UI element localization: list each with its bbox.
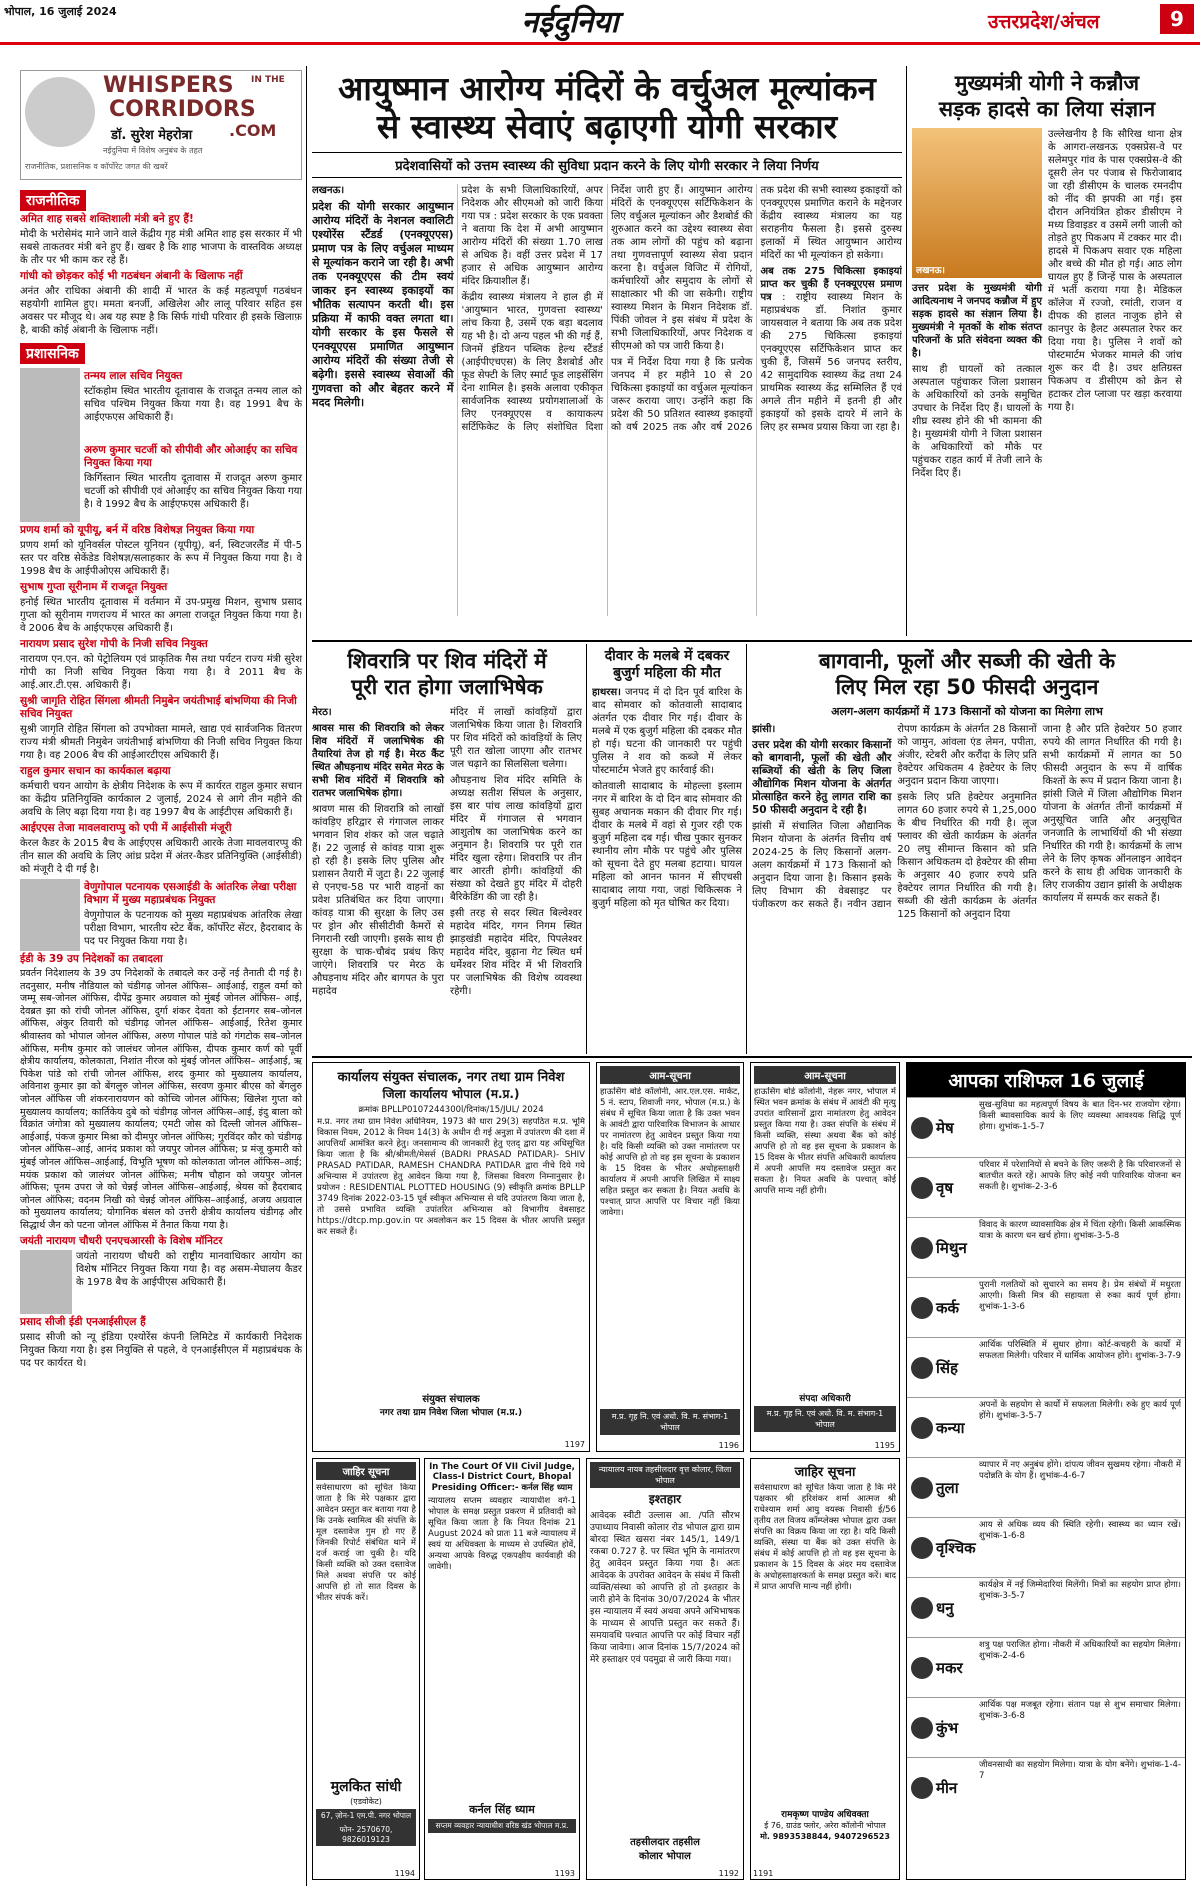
zodiac-text: परिवार में परेशानियों से बचने के लिए जरूरी है कि परिवारजनों से बातचीत करते रहें। आपके लिए कोई नयी पारिवारिक योजना बन सकती है। शुभांक-2-3-6	[979, 1160, 1181, 1192]
zodiac-text: सुख-सुविधा का महत्वपूर्ण विषय के बात दिन-भर राजयोग रहेगा। किसी ब्यावसायिक कार्य के लिए व्यवस्था आवश्यक सिद्धि पूर्ण होगा। शुभांक-1-5-7	[979, 1100, 1181, 1132]
horoscope-item	[907, 1637, 1185, 1697]
horoscope-item	[907, 1757, 1185, 1817]
legal-notice-1: जाहिर सूचना सर्वसाधारण को सूचित किया जाता है कि मेरे पक्षकार द्वारा आवेदन प्रस्तुत कर बताया गया है कि उनके स्वामित्व की संपत्ति के मूल दस्तावेज गुम हो गए हैं जिनकी रिपोर्ट संबंधित थाने में दर्ज कराई जा चुकी है। यदि किसी व्यक्ति को उक्त दस्तावेज मिले अथवा संपत्ति पर कोई आपत्ति हो तो सात दिवस के भीतर संपर्क करें। मुलकित सांधी (एडवोकेट) 67, ज़ोन-1 एम.पी. नगर भोपाल फोन- 2570670, 9826019123 1194	[312, 1458, 420, 1880]
zodiac-icon	[911, 1297, 933, 1319]
zodiac-text: कार्यक्षेत्र में नई जिम्मेदारियां मिलेंगी। मित्रों का सहयोग प्राप्त होगा। शुभांक-3-5-7	[979, 1580, 1181, 1601]
zodiac-icon	[911, 1237, 933, 1259]
whispers-title: WHISPERS	[103, 73, 234, 98]
zodiac-icon	[911, 1597, 933, 1619]
lead-headline-2: से स्वास्थ्य सेवाएं बढ़ाएगी योगी सरकार	[376, 107, 838, 146]
horticulture-story: बागवानी, फूलों और सब्जी की खेती के लिए मिल रहा 50 फीसदी अनुदान अलग-अलग कार्यक्रमों में 173 किसानों को योजना का मिलेगा लाभ झांसी। उत्तर प्रदेश की योगी सरकार किसानों को बागवानी, फूलों की खेती और सब्जियों की खेती के लिए जिला औद्योगिक मिशन योजना के अंतर्गत प्रोत्साहित करने हेतु लागत राशि का 50 फीसदी अनुदान दे रही है। झांसी में संचालित जिला औद्यानिक मिशन योजना के अंतर्गत वित्तीय वर्ष 2024-25 के लिए किसानों अलग-अलग कार्यक्रमों में 173 किसानों को अनुदान दिया जाना है। किसान इसके लिए विभाग की वेबसाइट पर पंजीकरण कर सकते हैं। नवीन उद्यान रोपण कार्यक्रम के अंतर्गत 28 किसानों को जामुन, आंवला एंड लेमन, पपीता, अंजीर, स्टेबरी और करौंदा के लिए प्रति हेक्टेयर अधिकतम 4 हेक्टेयर के लिए अनुदान प्रदान किया जाएगा। इसके लिए प्रति हेक्टेयर अनुमानित लागत 60 हजार रुपये से 1,25,000 के बीच निर्धारित की गयी है। लूज फ्लावर की खेती कार्यक्रम के अंतर्गत 20 लघु सीमान्त किसान को प्रति किसान अधिकतम दो हेक्टेयर की सीमा के अनुसार 40 हजार रुपये प्रति हेक्टेयर लागत निर्धारित की गयी है। सब्जी की खेती कार्यक्रम के अंतर्गत 125 किसानों को अनुदान दिया जाना है और प्रति हेक्टेयर 50 हजार रुपये की लागत निर्धारित की गयी है। सभी कार्यक्रमों में लागत का 50 फीसदी अनुदान के रूप में वार्षिक किश्तों के रूप में प्रदान किया जाना है। झांसी जिले में जिला औद्योगिक मिशन योजना के अंतर्गत तीनों कार्यक्रमों में अनुसूचित जाति और अनुसूचित जनजाति के लाभार्थियों की भी संख्या निर्धारित की गयी है। कार्यक्रमों के लाभ लेने के लिए कृषक ऑनलाइन आवेदन करने के साथ ही अधिक जानकारी के लिए राजकीय उद्यान झांसी के अधीक्षक कार्यालय में सम्पर्क कर सकते हैं।	[752, 649, 1182, 920]
horizontal-rule	[312, 640, 1192, 642]
section-name: उत्तरप्रदेश/अंचल	[988, 11, 1100, 33]
horoscope-box	[906, 1062, 1186, 1880]
zodiac-name: मिथुन	[936, 1238, 967, 1257]
zodiac-icon	[911, 1477, 933, 1499]
author-photo	[25, 77, 95, 147]
zodiac-text: आर्थिक परिस्थिति में सुधार होगा। कोर्ट-कचहरी के कार्यों में सफलता मिलेगी। परिवार में धार्मिक आयोजन होंगे। शुभांक-3-7-9	[979, 1340, 1181, 1361]
court-notice: In The Court Of VII Civil Judge, Class-I District Court, Bhopal Presiding Officer:- कर्नल सिंह ध्याम न्यायालय सप्तम व्यवहार न्यायाधीश वर्ग-1 भोपाल के समक्ष प्रस्तुत प्रकरण में प्रतिवादी को सूचित किया जाता है कि नियत दिनांक 21 August 2024 को प्रातः 11 बजे न्यायालय में स्वयं या अधिवक्ता के माध्यम से उपस्थित होवें, अन्यथा आपके विरुद्ध एकपक्षीय कार्यवाही की जावेगी। कर्नल सिंह ध्याम सप्तम व्यवहार न्यायाधीश वरिष्ठ खंड भोपाल म.प्र. 1193	[424, 1458, 580, 1880]
author-name: डॉ. सुरेश मेहरोत्रा	[111, 128, 193, 143]
zodiac-name: कन्या	[936, 1418, 965, 1437]
column-divider	[586, 644, 587, 1054]
zodiac-name: वृश्चिक	[936, 1538, 976, 1557]
horoscope-list	[907, 1097, 1185, 1817]
zodiac-text: विवाद के कारण व्यावसायिक क्षेत्र में चिंता रहेगी। किसी आकस्मिक यात्रा के कारण धन खर्च होगा। शुभांक-3-5-8	[979, 1220, 1181, 1241]
public-notice-2: आम-सूचना हाऊसिंग बोर्ड कॉलोनी, नेहरू नगर, भोपाल में स्थित भवन क्रमांक के संबंध में आवंटी की मृत्यु उपरांत वारिसानों द्वारा नामांतरण हेतु आवेदन प्रस्तुत किया गया है। उक्त संपत्ति के संबंध में किसी व्यक्ति, संस्था अथवा बैंक को कोई आपत्ति हो तो वह इस सूचना के प्रकाशन के 15 दिवस के भीतर संपत्ति अधिकारी कार्यालय में अपनी आपत्ति मय दस्तावेज प्रस्तुत कर सकता है। नियत अवधि के पश्चात् कोई आपत्ति मान्य नहीं होगी। संपदा अधिकारी म.प्र. गृह नि. एवं अधो. वि. म. संभाग-1 भोपाल 1195	[750, 1062, 900, 1452]
zodiac-text: पुरानी गलतियों को सुधारने का समय है। प्रेम संबंधों में मधुरता आएगी। किसी मित्र की सहायता से रुका कार्य पूर्ण होगा। शुभांक-1-3-6	[979, 1280, 1181, 1312]
zodiac-icon	[911, 1717, 933, 1739]
cm-photo: लखनऊ।	[912, 128, 1042, 278]
lead-deck: प्रदेशवासियों को उत्तम स्वास्थ्य की सुविधा प्रदान करने के लिए योगी सरकार ने लिया निर्णय	[312, 152, 902, 178]
zodiac-name: मकर	[936, 1658, 963, 1677]
zodiac-name: तुला	[936, 1478, 959, 1497]
masthead: नईदुनिया	[521, 5, 619, 40]
public-notice-1: आम-सूचना हाऊसिंग बोर्ड कॉलोनी, आर.एल.एस. मार्केट, 5 नं. स्टाप, शिवाजी नगर, भोपाल (म.प्र.) के संबंध में सूचित किया जाता है कि उक्त भवन के आवंटी द्वारा पारिवारिक विभाजन के आधार पर नामांतरण हेतु आवेदन प्रस्तुत किया गया है। यदि किसी व्यक्ति को उक्त नामांतरण पर कोई आपत्ति हो तो वह इस सूचना के प्रकाशन के 15 दिवस के भीतर अधोहस्ताक्षरी कार्यालय में अपनी आपत्ति लिखित में साक्ष्य सहित प्रस्तुत कर सकता है। नियत अवधि के पश्चात् प्राप्त आपत्ति पर विचार नहीं किया जावेगा। म.प्र. गृह नि. एवं अधो. वि. म. संभाग-1 भोपाल 1196	[596, 1062, 744, 1452]
lead-story: आयुष्मान आरोग्य मंदिरों के वर्चुअल मूल्यांकन से स्वास्थ्य सेवाएं बढ़ाएगी योगी सरकार प्रदेशवासियों को उत्तम स्वास्थ्य की सुविधा प्रदान करने के लिए योगी सरकार ने लिया निर्णय लखनऊ। प्रदेश की योगी सरकार आयुष्मान आरोग्य मंदिरों के नेशनल क्वालिटी एश्योरेंस स्टैंडर्ड (एनक्यूएएस) प्रमाण पत्र के लिए वर्चुअल माध्यम से मूल्यांकन कराने जा रही है। अभी तक एनक्यूएएस की टीम स्वयं जाकर इन स्वास्थ्य इकाइयों का भौतिक सत्यापन करती थी। इस प्रक्रिया में काफी वक्त लगता था। योगी सरकार के इस फैसले से एनक्यूएएस प्रमाणित आयुष्मान आरोग्य मंदिरों की संख्या तेजी से बढ़ेगी। इससे स्वास्थ्य सेवाओं की गुणवत्ता को और बेहतर करने में मदद मिलेगी। प्रदेश के सभी जिलाधिकारियों, अपर निदेशक और सीएमओ को जारी किया गया पत्र : प्रदेश सरकार के एक प्रवक्ता ने बताया कि देश में अभी आयुष्मान आरोग्य मंदिरों की संख्या 1.70 लाख से अधिक है। वहीं उत्तर प्रदेश में 17 हजार से अधिक आयुष्मान आरोग्य मंदिर क्रियाशील हैं। केंद्रीय स्वास्थ्य मंत्रालय ने हाल ही में 'आयुष्मान भारत, गुणवत्ता स्वास्थ्य' लांच किया है, उसमें एक बड़ा बदलाव यह भी है। दो अन्य पहल भी की गई हैं, जिनमें इंडियन पब्लिक हेल्थ स्टैंडर्ड (आईपीएचएस) के लिए डैशबोर्ड और फूड सेफ्टी के लिए स्मार्ट फूड लाइसेंसिंग देना शामिल है। इसके अलावा एकीकृत सार्वजनिक स्वास्थ्य प्रयोगशालाओं के लिए एनक्यूएएस व कायाकल्प सर्टिफिकेट के लिए संशोधित दिशा निर्देश जारी हुए हैं। आयुष्मान आरोग्य मंदिरों के एनक्यूएएस सर्टिफिकेशन के लिए वर्चुअल मूल्यांकन और डैशबोर्ड की शुरुआत करने का उद्देश्य स्वास्थ्य सेवा तक आम लोगों की पहुंच को बढ़ाना तथा गुणवत्तापूर्ण स्वास्थ्य सेवा प्रदान करना है। वर्चुअल विजिट में रोगियों, कर्मचारियों और समुदाय के लोगों से साक्षात्कार भी की जा सकेगी। राष्ट्रीय स्वास्थ्य मिशन के मिशन निदेशक डॉ. पिंकी जोवल ने इस संबंध में प्रदेश के सभी जिलाधिकारियों, अपर निदेशक व सीएमओ को पत्र जारी किया है। पत्र में निर्देश दिया गया है कि प्रत्येक जनपद में हर महीने 10 से 20 चिकित्सा इकाइयों का वर्चुअल मूल्यांकन जरूर कराया जाए। उन्होंने कहा कि प्रदेश की 50 प्रतिशत स्वास्थ्य इकाइयों को वर्ष 2025 तक और वर्ष 2026 तक प्रदेश की सभी स्वास्थ्य इकाइयों को एनक्यूएएस प्रमाणित कराने के मद्देनजर केंद्रीय स्वास्थ्य मंत्रालय का यह सराहनीय फैसला है। इससे दुरुस्थ इलाकों में स्थित आयुष्मान आरोग्य मंदिरों का भी मूल्यांकन हो सकेगा। अब तक 275 चिकित्सा इकाइयां प्राप्त कर चुकी हैं एनक्यूएएस प्रमाण पत्र : राष्ट्रीय स्वास्थ्य मिशन के महाप्रबंधक डॉ. निशांत कुमार जायसवाल ने बताया कि अब तक प्रदेश की 275 चिकित्सा इकाइयां एनक्यूएएस सर्टिफिकेशन प्राप्त कर चुकी हैं, जिसमें 56 जनपद स्तरीय, 42 सामुदायिक स्वास्थ्य केंद्र तथा 24 प्राथमिक स्वास्थ्य केंद्र सम्मिलित हैं एवं अगले तीन महीने में इतनी ही और इकाइयों को इसके दायरे में लाने के लिए हर सम्भव प्रयास किया जा रहा है।	[312, 69, 902, 433]
zodiac-text: आय से अधिक व्यय की स्थिति रहेगी। स्वास्थ्य का ध्यान रखें। शुभांक-1-6-8	[979, 1520, 1181, 1541]
tehsil-notice: न्यायालय नायब तहसीलदार वृत्त कोलार, जिला भोपाल इश्तहार आवेदक स्वीटी उल्लास आ. /पति सौरभ उपाध्याय निवासी कोलार रोड भोपाल द्वारा ग्राम बोरदा स्थित खसरा नंबर 145/1, 149/1 रकबा 0.727 हे. पर स्थित भूमि के नामांतरण हेतु आवेदन प्रस्तुत किया गया है। अतः आवेदक के उपरोक्त आवेदन के संबंध में किसी व्यक्ति/संस्था को आपत्ति हो तो इश्तहार के जारी होने के दिनांक 30/07/2024 के भीतर इस न्यायालय में स्वयं अथवा अपने अभिभाषक के माध्यम से आपत्ति प्रस्तुत कर सकते हैं। समयावधि पश्चात आपत्ति पर कोई विचार नहीं किया जावेगा। आज दिनांक 15/7/2024 को मेरे हस्ताक्षर एवं पदमुद्रा से जारी किया गया। तहसीलदार तहसील कोलार भोपाल 1192	[586, 1458, 744, 1880]
horoscope-item	[907, 1157, 1185, 1217]
admin-section: प्रशासनिक तन्मय लाल सचिव नियुक्त स्टॉकहोम स्थित भारतीय दूतावास के राजदूत तन्मय लाल को सचिव पश्चिम नियुक्त किया गया है। वह 1991 बैच के आईएफएस अधिकारी हैं। अरुण कुमार चटर्जी को सीपीवी और ओआईए का सचिव नियुक्त किया गया किर्गिस्तान स्थित भारतीय दूतावास में राजदूत अरुण कुमार चटर्जी को सीपीवी एवं ओआईए का सचिव नियुक्त किया गया है। वे 1992 बैच के आईएफएस अधिकारी हैं। प्रणय शर्मा को यूपीयू, बर्न में वरिष्ठ विशेषज्ञ नियुक्त किया गया प्रणय शर्मा को यूनिवर्सल पोस्टल यूनियन (यूपीयू), बर्न, स्विटजरलैंड में पी-5 स्तर पर वरिष्ठ सेकेंडेड विशेषज्ञ/सलाहकार के रूप में नियुक्त किया गया है। वे 1998 बैच के आईपीओएस अधिकारी हैं। सुभाष गुप्ता सूरीनाम में राजदूत नियुक्त हनोई स्थित भारतीय दूतावास में वर्तमान में उप-प्रमुख मिशन, सुभाष प्रसाद गुप्ता को सूरीनाम गणराज्य में भारत का अगला राजदूत नियुक्त किया गया है। वे 2006 बैच के आईएफएस अधिकारी हैं। नारायण प्रसाद सुरेश गोपी के निजी सचिव नियुक्त नारायण एन.एन. को पेट्रोलियम एवं प्राकृतिक गैस तथा पर्यटन राज्य मंत्री सुरेश गोपी का निजी सचिव नियुक्त किया गया है। वे 2011 बैच के आई.आर.टी.एस. अधिकारी हैं। सुश्री जागृति रोहित सिंगला श्रीमती निमुबेन जयंतीभाई बांभणिया की निजी सचिव नियुक्त सुश्री जागृति रोहित सिंगला को उपभोक्ता मामले, खाद्य एवं सार्वजनिक वितरण राज्य मंत्री श्रीमती निमुबेन जयंतीभाई बांभणिया की निजी सचिव नियुक्त किया गया है। वह 2006 बैच की आईआरटीएस अधिकारी हैं। राहुल कुमार सचान का कार्यकाल बढ़ाया कर्मचारी चयन आयोग के क्षेत्रीय निदेशक के रूप में कार्यरत राहुल कुमार सचान का केंद्रीय प्रतिनियुक्ति कार्यकाल 2 जुलाई, 2024 से आगे तीन महीने की अवधि के लिए बढ़ा दिया गया है। वह 1997 बैच के आईटीएस अधिकारी हैं। आईएएस तेजा मावलवाराप्पु को एपी में आईसीसी मंजूरी केरल कैडर के 2015 बैच के आईएएस अधिकारी आरके तेजा मावलवारप्पु की तीन साल की अवधि के लिए आंध्र प्रदेश में अंतर-कैडर प्रतिनियुक्ति (आईसीडी) को मंजूरी दे दी गई है। वेणुगोपाल पटनायक एसआईडी के आंतरिक लेखा परीक्षा विभाग में मुख्य महाप्रबंधक नियुक्त वेणुगोपाल के पटनायक को मुख्य महाप्रबंधक आंतरिक लेखा परीक्षा विभाग, भारतीय स्टेट बैंक, कॉर्पोरेट सेंटर, हैदराबाद के पद पर नियुक्त किया गया है। ईडी के 39 उप निदेशकों का तबादला प्रवर्तन निदेशालय के 39 उप निदेशकों के तबादले कर उन्हें नई तैनाती दी गई है। तदनुसार, मनीष नौडियाल को चंडीगढ़ जोनल ऑफिस– आईआई, राहुल वर्मा को जम्मू सब-जोनल ऑफिस, दीपेंद्र कुमार अग्रवाल को मुंबई जोनल ऑफिस– आई, देवब्रत झा को रांची जोनल ऑफिस, दुर्गा शंकर देवता को ईटानगर सब–जोनल ऑफिस, अंकुर तिवारी को चंडीगढ़ जोनल ऑफिस– आईआई, रितेश कुमार श्रीवास्तव को भोपाल जोनल ऑफिस, अरुण गोपाल पांडे को गंगटोक सब–जोनल ऑफिस, मनीष कुमार को जालंधर जोनल ऑफिस, दीपक कुमार कर्ण को पूर्वी क्षेत्रीय कार्यालय, कोलकाता, निशांत नीरज को मुंबई जोनल ऑफिस– आईआई, ऋ पिकेश पांडे को रांची जोनल ऑफिस, शरद कुमार को मुख्यालय कार्यालय, अविनाश कुमार झा को बेंगलुरु जोनल ऑफिस, सरवण कुमार बीएस को बेंगलुरु जोनल ऑफिस जी शंकरनारायणन को कोच्चि जोनल ऑफिस; खिलेश गुप्ता को मुख्यालय कार्यालय; कार्तिकेय दुबे को चंडीगढ़ जोनल ऑफिस–आई, इंदु बाला को विक्रांत जंगोत्रा को मुख्यालय कार्यालय; एमटी जोस को दिल्ली जोनल ऑफिस–आईआई, पंकज कुमार मिश्रा को दीमपुर जोनल ऑफिस; गुरविंदर कौर को चंडीगढ़ जोनल ऑफिस–आई, आनंद प्रकाश को जयपुर जोनल ऑफिस; प्र मंजू कुमारी को मुंबई जोनल ऑफिस–आईआई, विभूति भूषण को कोलकाता जोनल ऑफिस–आई; मयंक प्रकाश को जालंधर जोनल ऑफिस; मनीष चौहान को जयपुर जोनल ऑफिस; पूनम उपरा जे को चेन्नई जोनल ऑफिस–आईआई, श्रेयस को हैदराबाद जोनल ऑफिस; वदनम निखी को चेन्नई जोनल ऑफिस–आईआई, अजय अग्रवाल को मुख्यालय कार्यालय; योगानिक बंसल को उत्तरी क्षेत्रीय कार्यालय चंडीगढ़ और सिद्धार्थ जैन को पटना जोनल ऑफिस में तैनात किया गया है। जयंती नारायण चौधरी एनएचआरसी के विशेष मॉनिटर जयंतो नारायण चौधरी को राष्ट्रीय मानवाधिकार आयोग का विशेष मॉनिटर नियुक्त किया गया है। वह असम-मेघालय कैडर के 1978 बैच के आईपीएस अधिकारी हैं। प्रसाद सीजी ईडी एनआईसीएल हैं प्रसाद सीजी को न्यू इंडिया एश्योरेंस कंपनी लिमिटेड में कार्यकारी निदेशक नियुक्त किया गया है। इस नियुक्ति से पहले, वे एनआईसीएल में महाप्रबंधक के पद पर कार्यरत थे।	[20, 343, 302, 1370]
officer-photo	[20, 368, 80, 442]
zodiac-icon	[911, 1657, 933, 1679]
column-divider	[746, 644, 747, 1054]
zodiac-text: अपनों के सहयोग से कार्यों में सफलता मिलेगी। रुके हुए कार्य पूर्ण होंगे। शुभांक-3-5-7	[979, 1400, 1181, 1421]
whispers-column	[20, 70, 302, 1880]
zodiac-name: मीन	[936, 1778, 958, 1797]
zodiac-name: सिंह	[936, 1358, 958, 1377]
horoscope-item	[907, 1217, 1185, 1277]
page-number: 9	[1160, 4, 1194, 34]
shivratri-story: शिवरात्रि पर शिव मंदिरों में पूरी रात होगा जलाभिषेक मेरठ। श्रावस मास की शिवरात्रि को लेकर शिव मंदिरों में जलाभिषेक की तैयारियां तेज हो गई है। मेरठ कैंट स्थित औघड़नाथ मंदिर समेत मेरठ के सभी शिव मंदिरों में शिवरात्रि को रातभर जलाभिषेक होगा। श्रावण मास की शिवरात्रि को लाखों कांवड़िए हरिद्वार से गंगाजल लाकर भगवान शिव शंकर को जल चढ़ाते हैं। 22 जुलाई से कांवड़ यात्रा शुरू हो रही है। इसके लिए पुलिस और प्रशासन तैयारी में जुटा है। 22 जुलाई से एनएच-58 पर भारी वाहनों का प्रवेश प्रतिबंधित कर दिया जाएगा। कांवड़ यात्रा की सुरक्षा के लिए उस पर ड्रोन और सीसीटीवी कैमरों से निगरानी रखी जाएगी। इसके साथ ही सुरक्षा के चाक-चौबंद प्रबंध किए जाएंगे। शिवरात्रि पर मेरठ के औघड़नाथ मंदिर और बागपत के पुरा महादेव मंदिर में लाखों कांवड़ियों द्वारा जलाभिषेक किया जाता है। शिवरात्रि पर शिव मंदिरों को कांवड़ियों के लिए पूरी रात खोला जाएगा और रातभर जल चढ़ाने का सिलसिला चलेगा। औघड़नाथ शिव मंदिर समिति के अध्यक्ष सतीश सिंघल के अनुसार, इस बार पांच लाख कांवड़ियों द्वारा मंदिर में गंगाजल से भगवान आशुतोष का जलाभिषेक करने का अनुमान है। शिवरात्रि पर पूरी रात मंदिर खुला रहेगा। शिवरात्रि पर तीन बार आरती होगी। कांवड़ियों की संख्या को देखते हुए मंदिर में दोहरी बैरिकेडिंग की जा रही है। इसी तरह से सदर स्थित बिल्वेश्वर महादेव मंदिर, गगन निगम स्थित झाड़खंडी महादेव मंदिर, पिपलेश्वर महादेव मंदिर, बुढ़ाना गेट स्थित धर्म धर्मेश्वर शिव मंदिर में भी शिवरात्रि पर जलाभिषेक की विशेष व्यवस्था रहेगी।	[312, 649, 582, 997]
zodiac-name: कुंभ	[936, 1718, 959, 1737]
officer-photo	[20, 879, 80, 951]
zodiac-icon	[911, 1357, 933, 1379]
zodiac-text: व्यापार में नए अनुबंध होंगे। दांपत्य जीवन सुखमय रहेगा। नौकरी में पदोन्नति के योग हैं। शुभांक-4-6-7	[979, 1460, 1181, 1481]
horizontal-rule	[312, 1056, 1192, 1058]
horoscope-title: आपका राशिफल 16 जुलाई	[907, 1063, 1185, 1097]
political-section: राजनीतिक अमित शाह सबसे शक्तिशाली मंत्री बने हुए हैं! मोदी के भरोसेमंद माने जाने वाले केंद्रीय गृह मंत्री अमित शाह इस सरकार में भी सबसे ताकतवर मंत्री बने हुए हैं। खबर है कि शाह भाजपा के वास्तविक अध्यक्ष के तौर पर भी काम कर रहे हैं। गांधी को छोड़कर कोई भी गठबंधन अंबानी के खिलाफ नहीं अनंत और राधिका अंबानी की शादी में भारत के कई महत्वपूर्ण गठबंधन सहयोगी शामिल हुए। ममता बनर्जी, अखिलेश और लालू परिवार सहित इस अवसर पर मौजूद थे। अब यह स्पष्ट है कि सिर्फ गांधी परिवार ही इसके खिलाफ़ है, बाकी कोई अंबानी के खिलाफ नहीं।	[20, 190, 302, 337]
zodiac-name: कर्क	[936, 1298, 960, 1317]
horoscope-item	[907, 1457, 1185, 1517]
zodiac-icon	[911, 1537, 933, 1559]
legal-notice-2: जाहिर सूचना सर्वसाधारण को सूचित किया जाता है कि मेरे पक्षकार श्री हरिशंकर शर्मा आत्मज श्री राधेश्याम शर्मा आयु वयस्क निवासी ई/56 तृतीय तल विजय कॉम्प्लेक्स भोपाल द्वारा उक्त संपत्ति का विक्रय किया जा रहा है। यदि किसी व्यक्ति, संस्था या बैंक को उक्त संपत्ति के संबंध में कोई आपत्ति हो तो वह इस सूचना के प्रकाशन के 15 दिवस के अंदर मय दस्तावेज के अधोहस्ताक्षरकर्ता के समक्ष प्रस्तुत करें। बाद में प्राप्त आपत्ति मान्य नहीं होगी। रामकृष्ण पाण्डेय अधिवक्ता ई 76, ग्राउंड फ्लोर, अरेरा कॉलोनी भोपाल मो. 9893538844, 9407296523 1191	[750, 1458, 900, 1880]
horoscope-item	[907, 1577, 1185, 1637]
horoscope-item	[907, 1097, 1185, 1157]
horoscope-item	[907, 1517, 1185, 1577]
zodiac-text: जीवनसाथी का सहयोग मिलेगा। यात्रा के योग बनेंगे। शुभांक-1-4-7	[979, 1760, 1181, 1781]
town-planning-notice: कार्यालय संयुक्त संचालक, नगर तथा ग्राम निवेश जिला कार्यालय भोपाल (म.प्र.) क्रमांक BPLLP0107244300l/दिनांक/15/JUL/ 2024 म.प्र. नगर तथा ग्राम निवेश अधिनियम, 1973 की धारा 29(3) सहपठित म.प्र. भूमि विकास नियम, 2012 के नियम 14(3) के अधीन दी गई अनुज्ञा में उपांतरण की दशा में आपत्तियाँ आमंत्रित करने हेतु। जनसामान्य की जानकारी हेतु एतद् द्वारा यह अधिसूचित किया जाता है कि श्री/श्रीमती/मेसर्स (BADRI PRASAD PATIDAR)- SHIV PRASAD PATIDAR, RAMESH CHANDRA PATIDAR द्वारा नीचे दिये गये अभिन्यास में उपांतरण हेतु आवेदन किया गया है, जिसका विवरण निम्नानुसार है। प्रयोजन : RESIDENTIAL PLOTTED HOUSING (9) स्वीकृति क्रमांक BPLLP 3749 दिनांक 2022-03-15 पूर्व स्वीकृत अभिन्यास से यदि उपांतरण किया जाता है, तो उससे प्रभावित व्यक्ति उपांतरित अभिन्यास को विभागीय वेबसाइट https://dtcp.mp.gov.in पर अवलोकन कर 15 दिवस के भीतर आपत्ति प्रस्तुत कर सकते हैं। संयुक्त संचालक नगर तथा ग्राम निवेश जिला भोपाल (म.प्र.) 1197	[312, 1062, 590, 1452]
whispers-logo: WHISPERS IN THE CORRIDORS .COM डॉ. सुरेश मेहरोत्रा नईदुनिया में विशेष अनुबंध के तहत राजनीतिक, प्रशासनिक व कॉर्पोरेट जगत की खबरें	[20, 70, 302, 180]
column-divider	[306, 66, 307, 1886]
admin-label: प्रशासनिक	[20, 343, 85, 364]
zodiac-icon	[911, 1777, 933, 1799]
zodiac-text: शत्रु पक्ष पराजित होगा। नौकरी में अधिकारियों का सहयोग मिलेगा। शुभांक-2-4-6	[979, 1640, 1181, 1661]
horoscope-item	[907, 1337, 1185, 1397]
kannauj-story: मुख्यमंत्री योगी ने कन्नौज सड़क हादसे का लिया संज्ञान लखनऊ। उत्तर प्रदेश के मुख्यमंत्री योगी आदित्यनाथ ने जनपद कन्नौज में हुए सड़क हादसे का संज्ञान लिया है। मुख्यमंत्री ने मृतकों के शोक संतप्त परिजनों के प्रति संवेदना व्यक्त की है। साथ ही घायलों को तत्काल अस्पताल पहुंचाकर जिला प्रशासन के अधिकारियों को उनके समुचित उपचार के निर्देश दिए हैं। घायलों के शीघ्र स्वस्थ होने की भी कामना की है। मुख्यमंत्री योगी ने जिला प्रशासन के अधिकारियों को मौके पर पहुंचकर राहत कार्य में तेजी लाने के निर्देश दिए हैं। उल्लेखनीय है कि सौरिख थाना क्षेत्र के आगरा-लखनऊ एक्सप्रेस-वे पर सलेमपुर गांव के पास एक्सप्रेस-वे की दूसरी लेन पर पंजाब से फिरोजाबाद जा रही डीसीएम के चालक रमनदीप को नींद की झपकी आ गई। इस दौरान अनियंत्रित होकर डीसीएम ने मध्य डिवाइडर व उसमें लगी जाली को तोड़ते हुए पिकअप में टक्कर मार दी। हादसे में पिकअप सवार एक महिला और बच्चे की मौत हो गई। आठ लोग घायल हुए हैं जिन्हें पास के अस्पताल में भर्ती कराया गया है। मेडिकल कॉलेज में रज्जो, रमांती, राजन व दीपक की हालत नाजुक होने से कानपुर के हैलट अस्पताल रेफर कर दिया गया है। पुलिस ने शवों को पोस्टमार्टम भेजकर मामले की जांच शुरू कर दी है। उधर क्षतिग्रस्त पिकअप व डीसीएम को क्रेन से हटाकर टोल प्लाजा पर खड़ा करवाया गया है।	[912, 71, 1182, 479]
column-divider	[906, 66, 907, 636]
officer-photo	[20, 1250, 72, 1314]
horoscope-item	[907, 1697, 1185, 1757]
horoscope-item	[907, 1397, 1185, 1457]
zodiac-icon	[911, 1117, 933, 1139]
zodiac-name: धनु	[936, 1598, 954, 1617]
zodiac-name: वृष	[936, 1178, 954, 1197]
officer-photo	[20, 442, 80, 522]
horoscope-item	[907, 1277, 1185, 1337]
zodiac-icon	[911, 1177, 933, 1199]
political-label: राजनीतिक	[20, 190, 86, 211]
zodiac-text: आर्थिक पक्ष मजबूत रहेगा। संतान पक्ष से शुभ समाचार मिलेगा। शुभांक-3-6-8	[979, 1700, 1181, 1721]
page-header	[0, 0, 1200, 45]
zodiac-name: मेष	[936, 1118, 954, 1137]
wall-story: दीवार के मलबे में दबकर बुजुर्ग महिला की मौत हाथरस। जनपद में दो दिन पूर्व बारिश के बाद सोमवार को कोतवाली सादाबाद अंतर्गत एक दीवार गिर गई। दीवार के मलबे में एक बुजुर्ग महिला की दबकर मौत हो गई। घटना की जानकारी पर पहुंची पुलिस ने शव को कब्जे में लेकर पोस्टमार्टम भेजते हुए कार्रवाई की। कोतवाली सादाबाद के मोहल्ला इस्लाम नगर में बारिश के दो दिन बाद सोमवार की सुबह अचानक मकान की दीवार गिर गई। दीवार के मलबे में वहां से गुजर रही एक बुजुर्ग महिला दब गई। चीख पुकार सुनकर स्थानीय लोग मौके पर पहुंचे और पुलिस को सूचना देते हुए मलबा हटाया। घायल महिला को आनन फानन में सीएचसी सादाबाद लाया गया, जहां चिकित्सक ने बुजुर्ग महिला को मृत घोषित कर दिया।	[592, 648, 742, 909]
lead-headline-1: आयुष्मान आरोग्य मंदिरों के वर्चुअल मूल्यांकन	[338, 69, 876, 108]
date-line: भोपाल, 16 जुलाई 2024	[4, 5, 117, 18]
zodiac-icon	[911, 1417, 933, 1439]
